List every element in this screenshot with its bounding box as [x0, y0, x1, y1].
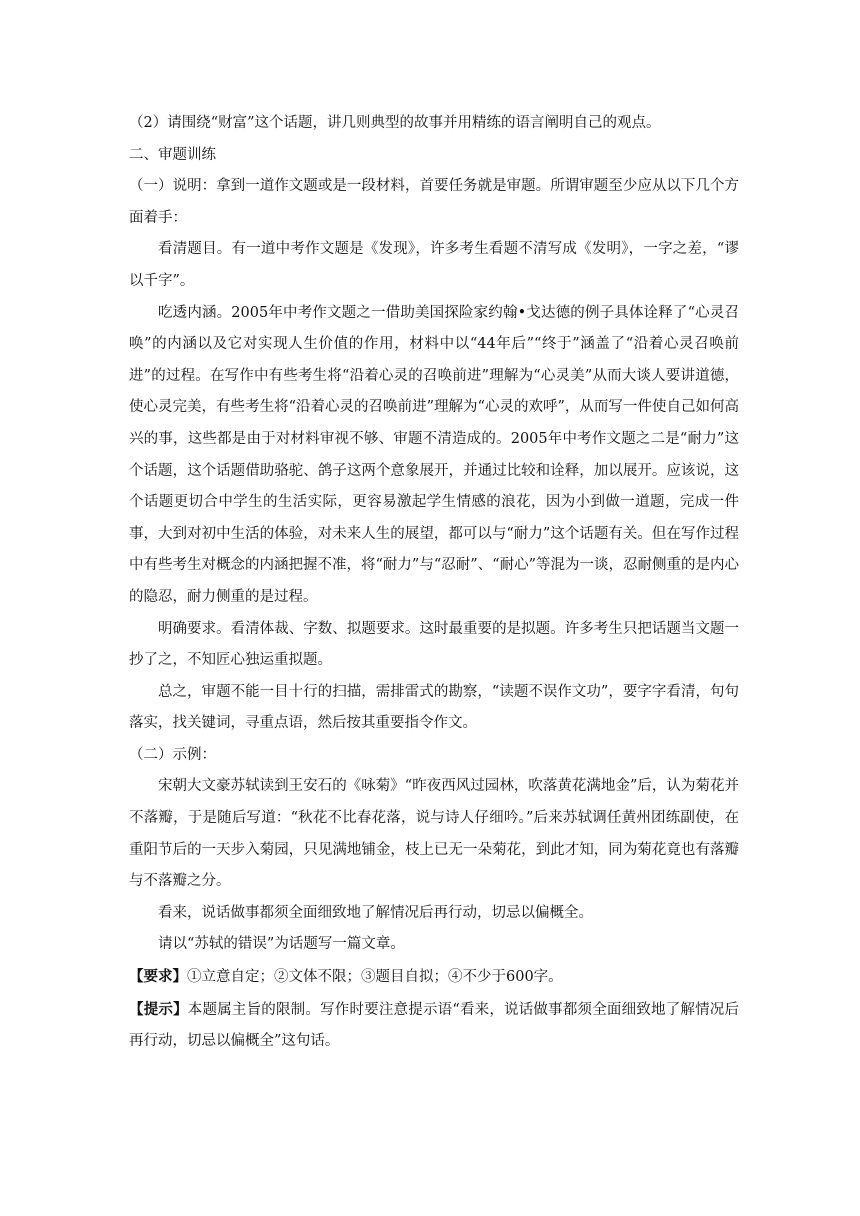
paragraph-topic-wealth: （2）请围绕“财富”这个话题，讲几则典型的故事并用精练的语言阐明自己的观点。	[129, 115, 661, 131]
paragraph-summary: 总之，审题不能一目十行的扫描，需排雷式的勘察，“读题不误作文功”，要字字看清，句句落实，找关键词，寻重点语，然后按其重要指令作文。	[129, 683, 739, 732]
paragraph-hint	[129, 994, 739, 1058]
paragraph-su-shi-story: 宋朝大文豪苏轼读到王安石的《咏菊》“昨夜西风过园林，吹落黄花满地金”后，认为菊花并不落瓣，于是随后写道：“秋花不比春花落，说与诗人仔细吟。”后来苏轼调任黄州团练副使，在重阳节后的一天步入菊园，只见满地铺金，枝上已无一朵菊花，到此才知，同为菊花竟也有落瓣与不落瓣之分。	[129, 778, 739, 890]
requirement-text: ①立意自定；②文体不限；③题目自拟；④不少于600字。	[187, 969, 563, 986]
paragraph-requirement	[129, 961, 739, 994]
section-heading-review-training: 二、审题训练	[129, 146, 216, 163]
paragraph-read-title: 看清题目。有一道中考作文题是《发现》，许多考生看题不清写成《发明》，一字之差，“谬以千字”。	[129, 241, 739, 289]
hint-label: 【提示】	[129, 1000, 188, 1018]
hint-text: 本题属主旨的限制。写作时要注意提示语“看来，说话做事都须全面细致地了解情况后再行动，切忌以偏概全”这句话。	[129, 1001, 739, 1050]
requirement-label: 【要求】	[129, 968, 187, 986]
section-heading-example: （二）示例：	[129, 746, 216, 763]
paragraph-clear-requirements: 明确要求。看清体裁、字数、拟题要求。这时最重要的是拟题。许多考生只把话题当文题一抄了之，不知匠心独运重拟题。	[129, 620, 739, 669]
paragraph-explanation: （一）说明：拿到一道作文题或是一段材料，首要任务就是审题。所谓审题至少应从以下几个方面着手：	[129, 178, 739, 226]
paragraph-understand-meaning: 吃透内涵。2005年中考作文题之一借助美国探险家约翰•戈达德的例子具体诠释了“心灵召唤”的内涵以及它对实现人生价值的作用，材料中以“44年后”“终于”涵盖了“沿着心灵召唤前进”的过程。在写作中有些考生将“沿着心灵的召唤前进”理解为“心灵美”从而大谈人要讲道德，使心灵完美，有些考生将“沿着心灵的召唤前进”理解为“心灵的欢呼”，从而写一件使自己如何高兴的事，这些都是由于对材料审视不够、审题不清造成的。2005年中考作文题之二是“耐力”这个话题，这个话题借助骆驼、鸽子这两个意象展开，并通过比较和诠释，加以展开。应该说，这个话题更切合中学生的生活实际，更容易激起学生情感的浪花，因为小到做一道题，完成一件事，大到对初中生活的体验，对未来人生的展望，都可以与“耐力”这个话题有关。但在写作过程中有些考生对概念的内涵把握不准，将“耐力”与“忍耐”、“耐心”等混为一谈，忍耐侧重的是内心的隐忍，耐力侧重的是过程。	[129, 304, 739, 605]
paragraph-prompt: 请以“苏轼的错误”为话题写一篇文章。	[158, 936, 405, 953]
document-page	[129, 108, 739, 1058]
paragraph-lesson: 看来，说话做事都须全面细致地了解情况后再行动，切忌以偏概全。	[158, 904, 593, 921]
